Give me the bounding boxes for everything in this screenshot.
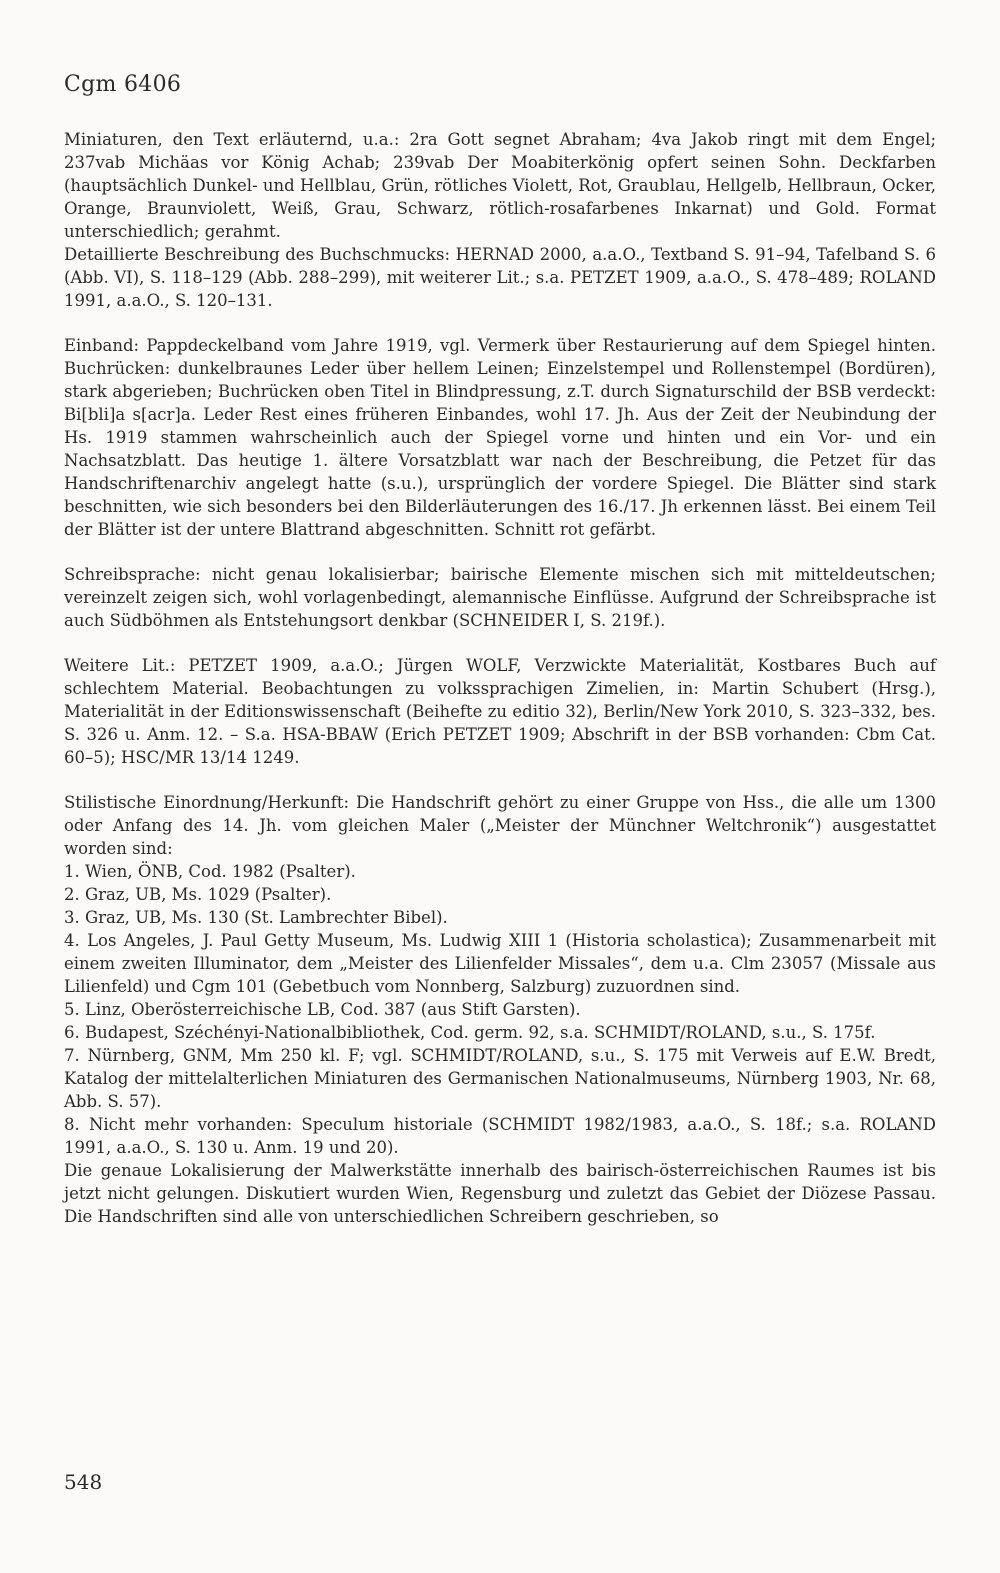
list-item: 3. Graz, UB, Ms. 130 (St. Lambrechter Bibel).	[64, 908, 448, 927]
running-head-signature: Cgm 6406	[64, 72, 182, 97]
paragraph-weitere-literatur: Weitere Lit.: PETZET 1909, a.a.O.; Jürgen WOLF, Verzwickte Materialität, Kostbares Buch auf schlechtem Material. Beobachtungen zu volkssprachigen Zimelien, in: Martin Schubert (Hrsg.), Materialität in der Editionswissenschaft (Beihefte zu editio 32), Berlin/New York 2010, S. 323–332, bes. S. 326 u. Anm. 12. – S.a. HSA-BBAW (Erich PETZET 1909; Abschrift in der BSB vorhanden: Cbm Cat. 60–5); HSC/MR 13/14 1249.	[64, 656, 936, 767]
paragraph-einband: Einband: Pappdeckelband vom Jahre 1919, vgl. Vermerk über Restaurierung auf dem Spiegel hinten. Buchrücken: dunkelbraunes Leder über hellem Leinen; Einzelstempel und Rollenstempel (Bordüren), stark abgerieben; Buchrücken oben Titel in Blindpressung, z.T. durch Signaturschild der BSB verdeckt: Bi[bli]a s[acr]a. Leder Rest eines früheren Einbandes, wohl 17. Jh. Aus der Zeit der Neubindung der Hs. 1919 stammen wahrscheinlich auch der Spiegel vorne und hinten und ein Vor- und ein Nachsatzblatt. Das heutige 1. ältere Vorsatzblatt war nach der Beschreibung, die Petzet für das Handschriftenarchiv angelegt hatte (s.u.), ursprünglich der vordere Spiegel. Die Blätter sind stark beschnitten, wie sich besonders bei den Bilderläuterungen des 16./17. Jh erkennen lässt. Bei einem Teil der Blätter ist der untere Blattrand abgeschnitten. Schnitt rot gefärbt.	[64, 336, 936, 539]
list-item: 7. Nürnberg, GNM, Mm 250 kl. F; vgl. SCHMIDT/ROLAND, s.u., S. 175 mit Verweis auf E.W. Bredt, Katalog der mittelalterlichen Miniaturen des Germanischen Nationalmuseums, Nürnberg 1903, Nr. 68, Abb. S. 57).	[64, 1046, 936, 1111]
list-item: 8. Nicht mehr vorhanden: Speculum historiale (SCHMIDT 1982/1983, a.a.O., S. 18f.; s.a. ROLAND 1991, a.a.O., S. 130 u. Anm. 19 und 20).	[64, 1115, 936, 1157]
paragraph-stilistische-einordnung: Stilistische Einordnung/Herkunft: Die Handschrift gehört zu einer Gruppe von Hss., die alle um 1300 oder Anfang des 14. Jh. vom gleichen Maler („Meister der Münchner Weltchronik“) ausgestattet worden sind:	[64, 793, 936, 858]
list-item: 1. Wien, ÖNB, Cod. 1982 (Psalter).	[64, 862, 356, 881]
list-item: 2. Graz, UB, Ms. 1029 (Psalter).	[64, 885, 332, 904]
paragraph-lokalisierung: Die genaue Lokalisierung der Malwerkstätte innerhalb des bairisch-österreichischen Raumes ist bis jetzt nicht gelungen. Diskutiert wurden Wien, Regensburg und zuletzt das Gebiet der Diözese Passau. Die Handschriften sind alle von unterschiedlichen Schreibern geschrieben, so	[64, 1161, 936, 1226]
list-item: 6. Budapest, Széchényi-Nationalbibliothek, Cod. germ. 92, s.a. SCHMIDT/ROLAND, s.u., S. 175f.	[64, 1023, 876, 1042]
list-item: 4. Los Angeles, J. Paul Getty Museum, Ms. Ludwig XIII 1 (Historia scholastica); Zusammenarbeit mit einem zweiten Illuminator, dem „Meister des Lilienfelder Missales“, dem u.a. Clm 23057 (Missale aus Lilienfeld) und Cgm 101 (Gebetbuch vom Nonnberg, Salzburg) zuzuordnen sind.	[64, 931, 936, 996]
list-item: 5. Linz, Oberösterreichische LB, Cod. 387 (aus Stift Garsten).	[64, 1000, 581, 1019]
paragraph-buchschmuck: Detaillierte Beschreibung des Buchschmucks: HERNAD 2000, a.a.O., Textband S. 91–94, Tafelband S. 6 (Abb. VI), S. 118–129 (Abb. 288–299), mit weiterer Lit.; s.a. PETZET 1909, a.a.O., S. 478–489; ROLAND 1991, a.a.O., S. 120–131.	[64, 245, 936, 310]
manuscript-group-list	[64, 860, 936, 1159]
page-number: 548	[64, 1470, 103, 1494]
paragraph-schreibsprache: Schreibsprache: nicht genau lokalisierbar; bairische Elemente mischen sich mit mitteldeutschen; vereinzelt zeigen sich, wohl vorlagenbedingt, alemannische Einflüsse. Aufgrund der Schreibsprache ist auch Südböhmen als Entstehungsort denkbar (SCHNEIDER I, S. 219f.).	[64, 565, 936, 630]
catalogue-entry-body	[64, 128, 936, 1228]
paragraph-miniaturen: Miniaturen, den Text erläuternd, u.a.: 2ra Gott segnet Abraham; 4va Jakob ringt mit dem Engel; 237vab Michäas vor König Achab; 239vab Der Moabiterkönig opfert seinen Sohn. Deckfarben (hauptsächlich Dunkel- und Hellblau, Grün, rötliches Violett, Rot, Graublau, Hellgelb, Hellbraun, Ocker, Orange, Braunviolett, Weiß, Grau, Schwarz, rötlich-rosafarbenes Inkarnat) und Gold. Format unterschiedlich; gerahmt.	[64, 130, 937, 241]
